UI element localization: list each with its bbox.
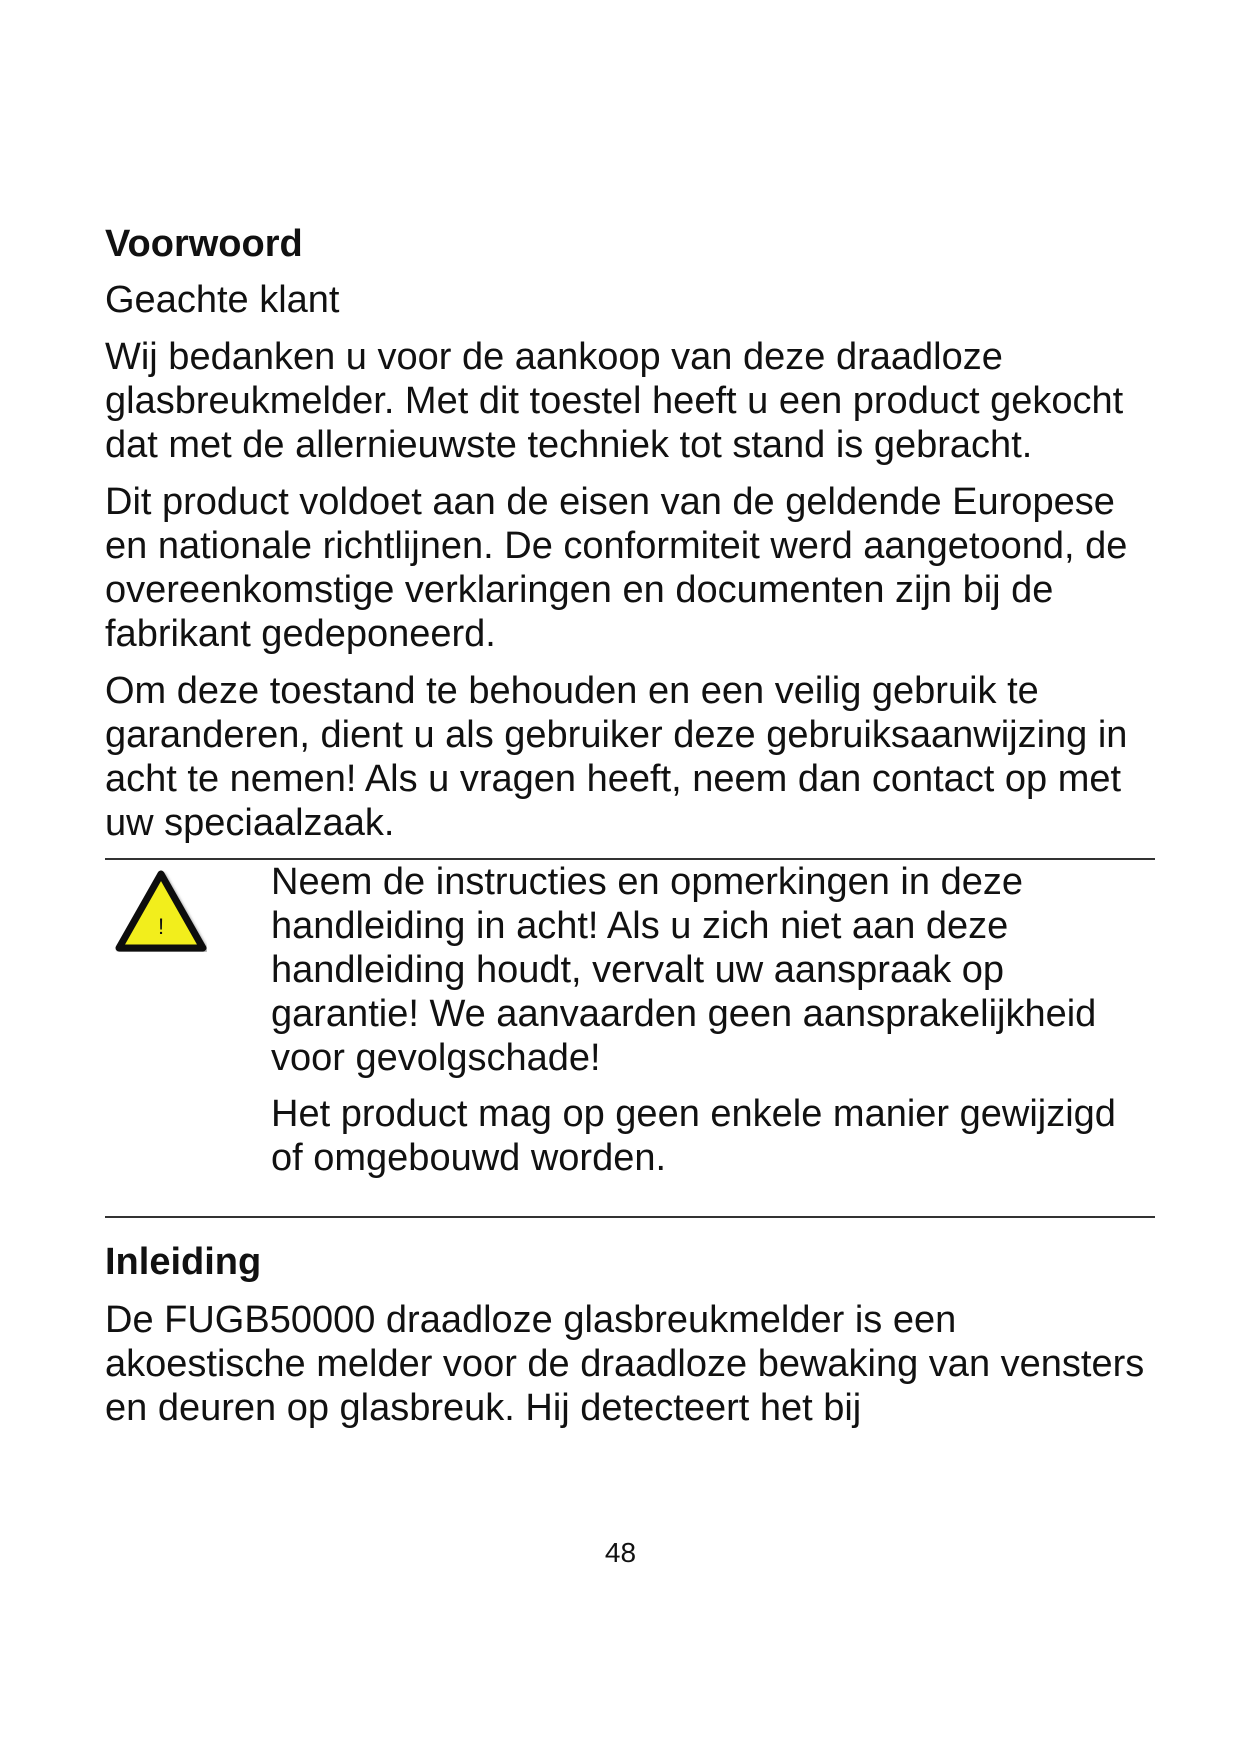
preface-paragraph-3: Om deze toestand te behouden en een veilig gebruik te garanderen, dient u als gebruiker deze gebruiksaanwijzing in acht te nemen! Als u vragen heeft, neem dan contact op met uw speciaalzaak. (105, 670, 1128, 844)
warning-triangle-icon (115, 870, 207, 952)
introduction-heading: Inleiding (105, 1241, 262, 1283)
salutation: Geachte klant (105, 279, 340, 321)
page-content (105, 222, 1155, 1443)
preface-heading: Voorwoord (105, 223, 303, 265)
warning-exclamation-glyph: ! (157, 914, 165, 939)
preface-paragraph-2: Dit product voldoet aan de eisen van de geldende Europese en nationale richtlijnen. De conformiteit werd aangetoond, de overeenkomstige verklaringen en documenten zijn bij de fabrikant gedeponeerd. (105, 481, 1128, 655)
introduction-paragraph: De FUGB50000 draadloze glasbreukmelder is een akoestische melder voor de draadloze bewaking van vensters en deuren op glasbreuk. Hij detecteert het bij (105, 1299, 1145, 1429)
warning-paragraph-1: Neem de instructies en opmerkingen in deze handleiding in acht! Als u zich niet aan deze handleiding houdt, vervalt uw aanspraak op garantie! We aanvaarden geen aansprakelijkheid voor gevolgschade! (271, 861, 1097, 1079)
preface-paragraph-1: Wij bedanken u voor de aankoop van deze draadloze glasbreukmelder. Met dit toestel heeft u een product gekocht dat met de allernieuwste techniek tot stand is gebracht. (105, 336, 1124, 466)
warning-box (105, 858, 1155, 1218)
page-number: 48 (604, 1537, 637, 1568)
warning-paragraph-2: Het product mag op geen enkele manier gewijzigd of omgebouwd worden. (271, 1093, 1116, 1179)
warning-text (271, 860, 1155, 1180)
